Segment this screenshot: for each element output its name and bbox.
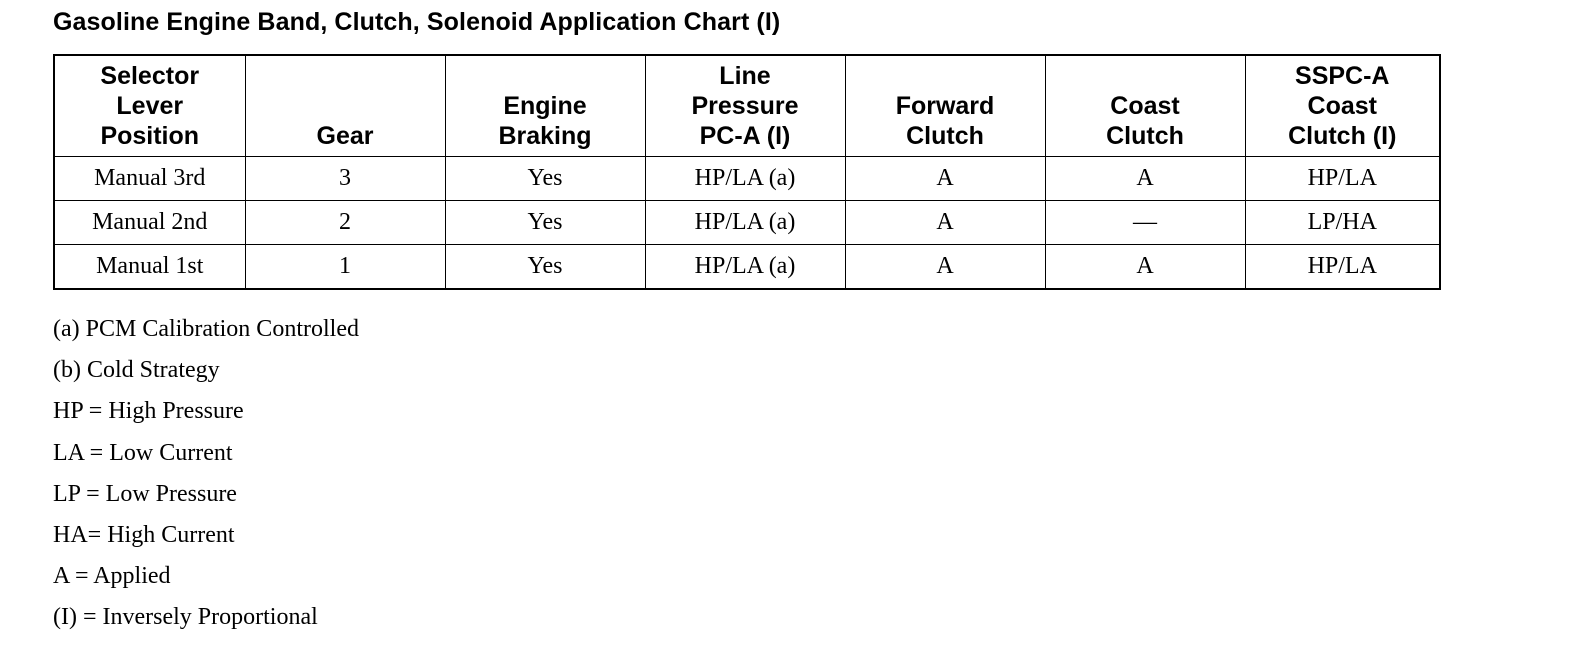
footnote-hp-definition: HP = High Pressure: [53, 398, 244, 425]
cell-selector-position: Manual 1st: [54, 244, 245, 289]
cell-sspc-a-coast-clutch: LP/HA: [1245, 200, 1440, 244]
header-gear: Gear: [245, 55, 445, 156]
table-row: [54, 156, 1440, 200]
cell-forward-clutch: A: [845, 244, 1045, 289]
cell-engine-braking: Yes: [445, 156, 645, 200]
cell-line-pressure: HP/LA (a): [645, 200, 845, 244]
footnote-cold-strategy: (b) Cold Strategy: [53, 357, 220, 384]
cell-sspc-a-coast-clutch: HP/LA: [1245, 156, 1440, 200]
footnote-inversely-proportional: (I) = Inversely Proportional: [53, 604, 318, 631]
footnote-lp-definition: LP = Low Pressure: [53, 480, 237, 507]
header-selector-lever-position: Selector Lever Position: [54, 55, 245, 156]
header-coast-clutch: Coast Clutch: [1045, 55, 1245, 156]
table-header-row: [54, 55, 1440, 156]
cell-line-pressure: HP/LA (a): [645, 244, 845, 289]
cell-line-pressure: HP/LA (a): [645, 156, 845, 200]
footnote-pcm-calibration: (a) PCM Calibration Controlled: [53, 316, 359, 342]
footnote-ha-definition: HA= High Current: [53, 521, 235, 548]
table-row: [54, 244, 1440, 289]
header-sspc-a-coast-clutch: SSPC-A Coast Clutch (I): [1245, 55, 1440, 156]
header-engine-braking: Engine Braking: [445, 55, 645, 156]
cell-forward-clutch: A: [845, 156, 1045, 200]
chart-title: Gasoline Engine Band, Clutch, Solenoid Application Chart (I): [53, 8, 781, 36]
footnote-la-definition: LA = Low Current: [53, 439, 233, 466]
application-chart-table: [53, 54, 1441, 290]
cell-gear: 3: [245, 156, 445, 200]
table-row: [54, 200, 1440, 244]
cell-coast-clutch: A: [1045, 156, 1245, 200]
cell-selector-position: Manual 2nd: [54, 200, 245, 244]
footnotes: [53, 309, 359, 639]
cell-sspc-a-coast-clutch: HP/LA: [1245, 244, 1440, 289]
footnote-applied-definition: A = Applied: [53, 563, 171, 590]
cell-coast-clutch: —: [1045, 200, 1245, 244]
header-forward-clutch: Forward Clutch: [845, 55, 1045, 156]
cell-gear: 2: [245, 200, 445, 244]
cell-engine-braking: Yes: [445, 200, 645, 244]
cell-coast-clutch: A: [1045, 244, 1245, 289]
cell-selector-position: Manual 3rd: [54, 156, 245, 200]
cell-engine-braking: Yes: [445, 244, 645, 289]
header-line-pressure: Line Pressure PC-A (I): [645, 55, 845, 156]
cell-gear: 1: [245, 244, 445, 289]
cell-forward-clutch: A: [845, 200, 1045, 244]
